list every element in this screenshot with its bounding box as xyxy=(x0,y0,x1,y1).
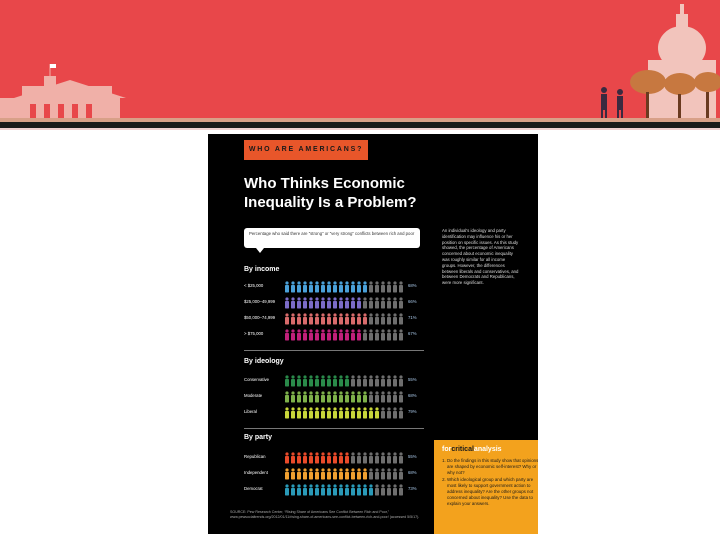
person-icon xyxy=(309,329,313,340)
person-icon-row xyxy=(284,375,404,387)
person-icon xyxy=(375,407,379,418)
person-icon xyxy=(285,452,289,463)
person-icon xyxy=(363,375,367,386)
person-icon xyxy=(399,407,403,418)
header-banner xyxy=(0,0,720,122)
person-icon xyxy=(375,484,379,495)
person-icon xyxy=(297,407,301,418)
person-icon xyxy=(285,297,289,308)
person-icon-row xyxy=(284,484,404,496)
row-label: Democrat xyxy=(244,486,263,491)
person-icon xyxy=(357,281,361,292)
person-icon xyxy=(345,313,349,324)
figure-row xyxy=(284,467,404,479)
person-icon xyxy=(285,375,289,386)
infographic-slide xyxy=(208,134,538,534)
section-divider xyxy=(244,350,424,351)
person-icon xyxy=(357,484,361,495)
person-icon xyxy=(291,297,295,308)
person-icon xyxy=(303,391,307,402)
person-icon xyxy=(351,468,355,479)
person-icon xyxy=(309,468,313,479)
person-icon xyxy=(351,407,355,418)
person-icon xyxy=(381,391,385,402)
person-icon xyxy=(369,468,373,479)
person-icon xyxy=(297,329,301,340)
person-icon xyxy=(345,407,349,418)
person-icon xyxy=(369,407,373,418)
person-icon xyxy=(339,391,343,402)
person-icon xyxy=(291,313,295,324)
person-icon xyxy=(375,375,379,386)
person-icon xyxy=(393,375,397,386)
person-icon xyxy=(345,452,349,463)
figure-row xyxy=(284,451,404,463)
person-icon xyxy=(303,313,307,324)
person-icon xyxy=(375,468,379,479)
person-icon xyxy=(321,297,325,308)
person-icon xyxy=(285,407,289,418)
person-icon xyxy=(297,313,301,324)
row-label: $50,000–74,999 xyxy=(244,315,276,320)
person-icon-row xyxy=(284,468,404,480)
person-icon xyxy=(309,391,313,402)
row-label: Moderate xyxy=(244,393,263,398)
critical-analysis-heading xyxy=(442,446,502,453)
person-icon xyxy=(393,281,397,292)
person-icon xyxy=(297,452,301,463)
person-icon xyxy=(381,329,385,340)
person-icon xyxy=(381,313,385,324)
row-label: < $25,000 xyxy=(244,283,264,288)
person-icon xyxy=(375,329,379,340)
person-icon xyxy=(339,297,343,308)
person-icon xyxy=(321,452,325,463)
person-icon xyxy=(345,375,349,386)
person-icon xyxy=(369,297,373,308)
person-icon xyxy=(321,484,325,495)
person-icon xyxy=(297,391,301,402)
person-icon xyxy=(357,391,361,402)
person-icon xyxy=(363,297,367,308)
person-icon xyxy=(291,391,295,402)
person-icon xyxy=(315,297,319,308)
person-icon xyxy=(285,313,289,324)
person-icon xyxy=(369,452,373,463)
person-icon-row xyxy=(284,407,404,419)
person-icon xyxy=(327,297,331,308)
person-icon xyxy=(363,391,367,402)
person-icon xyxy=(399,468,403,479)
person-icon xyxy=(399,281,403,292)
person-icon xyxy=(375,391,379,402)
person-icon xyxy=(351,329,355,340)
person-icon xyxy=(387,452,391,463)
person-icon xyxy=(375,313,379,324)
person-icon xyxy=(357,407,361,418)
person-icon xyxy=(303,329,307,340)
person-icon xyxy=(291,468,295,479)
person-icon xyxy=(321,329,325,340)
row-label: Liberal xyxy=(244,409,257,414)
person-icon xyxy=(321,281,325,292)
infographic-title xyxy=(244,174,474,212)
row-percent: 55% xyxy=(408,377,417,382)
person-icon xyxy=(315,329,319,340)
person-icon xyxy=(285,281,289,292)
person-icon xyxy=(399,297,403,308)
person-icon xyxy=(285,484,289,495)
person-icon xyxy=(393,407,397,418)
person-icon xyxy=(291,452,295,463)
question-bubble: Percentage who said there are “strong” or “very strong” conflicts between rich and poor xyxy=(244,228,420,248)
person-icon xyxy=(375,297,379,308)
person-icon xyxy=(321,468,325,479)
person-icon xyxy=(381,407,385,418)
person-icon xyxy=(369,281,373,292)
person-icon xyxy=(351,452,355,463)
title-line-2: Inequality Is a Problem? xyxy=(244,194,417,211)
person-icon xyxy=(285,468,289,479)
person-icon xyxy=(327,452,331,463)
row-percent: 55% xyxy=(408,454,417,459)
figure-row xyxy=(284,374,404,386)
person-icon xyxy=(303,407,307,418)
heading-critical: critical xyxy=(451,446,474,453)
person-icon xyxy=(357,297,361,308)
person-icon xyxy=(321,391,325,402)
person-icon xyxy=(309,281,313,292)
person-icon xyxy=(321,375,325,386)
person-icon xyxy=(369,484,373,495)
person-icon xyxy=(315,407,319,418)
person-icon xyxy=(327,484,331,495)
person-icon xyxy=(297,375,301,386)
person-icon xyxy=(327,391,331,402)
person-icon-row xyxy=(284,297,404,309)
person-icon-row xyxy=(284,452,404,464)
person-icon xyxy=(291,375,295,386)
row-percent: 79% xyxy=(408,409,417,414)
person-icon xyxy=(351,313,355,324)
person-icon xyxy=(327,407,331,418)
figure-row xyxy=(284,296,404,308)
person-icon xyxy=(357,468,361,479)
person-icon xyxy=(387,281,391,292)
figure-row xyxy=(284,280,404,292)
person-icon xyxy=(363,313,367,324)
row-label: Republican xyxy=(244,454,266,459)
section-heading-income: By income xyxy=(244,266,280,273)
person-icon xyxy=(333,281,337,292)
person-icon xyxy=(399,391,403,402)
critical-analysis-questions xyxy=(440,458,538,508)
person-icon xyxy=(351,484,355,495)
person-icon xyxy=(297,297,301,308)
person-icon xyxy=(345,297,349,308)
person-icon xyxy=(309,407,313,418)
person-icon xyxy=(363,468,367,479)
person-icon xyxy=(327,329,331,340)
section-heading-ideology: By ideology xyxy=(244,358,284,365)
person-icon xyxy=(303,468,307,479)
person-icon xyxy=(333,329,337,340)
person-icon xyxy=(309,297,313,308)
person-icon xyxy=(345,391,349,402)
person-icon xyxy=(351,375,355,386)
person-icon xyxy=(333,452,337,463)
person-icon xyxy=(291,329,295,340)
person-icon xyxy=(345,484,349,495)
row-percent: 68% xyxy=(408,470,417,475)
person-icon xyxy=(393,297,397,308)
figure-row xyxy=(284,406,404,418)
person-icon xyxy=(369,391,373,402)
person-icon xyxy=(381,452,385,463)
person-icon xyxy=(381,468,385,479)
person-icon xyxy=(303,281,307,292)
person-icon xyxy=(303,484,307,495)
person-icon xyxy=(399,313,403,324)
person-icon xyxy=(321,313,325,324)
person-icon xyxy=(333,468,337,479)
person-icon xyxy=(363,407,367,418)
person-icon xyxy=(363,281,367,292)
figure-row xyxy=(284,328,404,340)
person-icon xyxy=(303,375,307,386)
side-explanation: An individual's ideology and party identification may influence his or her position on specific issues. As this study showed, the percentage of Americans concerned about economic inequality was roughly similar for all income groups. However, the differences between liberals and conservatives, and between Democrats and Republicans, were more significant. xyxy=(442,228,519,286)
row-label: Conservative xyxy=(244,377,270,382)
person-icon xyxy=(381,375,385,386)
person-icon-row xyxy=(284,329,404,341)
person-icon xyxy=(351,281,355,292)
person-icon xyxy=(327,468,331,479)
person-icon xyxy=(387,313,391,324)
person-icon xyxy=(387,329,391,340)
person-icon xyxy=(393,468,397,479)
person-icon xyxy=(399,484,403,495)
person-icon xyxy=(369,375,373,386)
person-icon xyxy=(345,468,349,479)
person-icon xyxy=(309,452,313,463)
person-icon xyxy=(363,484,367,495)
person-icon xyxy=(333,391,337,402)
heading-for: for xyxy=(442,446,452,453)
section-divider xyxy=(244,428,424,429)
person-icon xyxy=(387,297,391,308)
person-icon xyxy=(285,329,289,340)
row-percent: 68% xyxy=(408,283,417,288)
banner-divider-light xyxy=(0,128,720,130)
person-icon xyxy=(333,313,337,324)
person-icon xyxy=(357,313,361,324)
person-icon xyxy=(393,391,397,402)
person-icon xyxy=(339,329,343,340)
person-icon xyxy=(399,375,403,386)
person-icon xyxy=(375,452,379,463)
source-note: SOURCE: Pew Research Center, “Rising Share of Americans See Conflict Between Rich and Poor,” www.pewsocialtrends.org/2012/01/11/rising-share-of-americans-see-conflict-between-rich-and-poor/ (accessed 5/5/17). xyxy=(230,510,420,519)
person-icon xyxy=(351,391,355,402)
figure-row xyxy=(284,483,404,495)
person-icon xyxy=(339,281,343,292)
banner-illustration xyxy=(0,0,720,122)
person-icon xyxy=(339,407,343,418)
person-icon xyxy=(351,297,355,308)
person-icon xyxy=(393,329,397,340)
question-item: 1. Do the findings in this study show that opinions are shaped by economic self-interest? Why or why not? xyxy=(447,458,538,475)
person-icon xyxy=(345,329,349,340)
person-icon xyxy=(393,484,397,495)
person-icon xyxy=(297,281,301,292)
row-label: > $75,000 xyxy=(244,331,264,336)
person-icon-row xyxy=(284,313,404,325)
person-icon xyxy=(333,375,337,386)
person-icon xyxy=(315,391,319,402)
person-icon xyxy=(309,484,313,495)
row-percent: 71% xyxy=(408,315,417,320)
figure-row xyxy=(284,312,404,324)
person-icon xyxy=(357,452,361,463)
person-icon xyxy=(363,452,367,463)
person-icon xyxy=(291,407,295,418)
person-icon xyxy=(315,452,319,463)
person-icon xyxy=(387,407,391,418)
person-icon xyxy=(387,375,391,386)
person-icon xyxy=(381,281,385,292)
person-icon xyxy=(303,297,307,308)
section-heading-party: By party xyxy=(244,434,273,441)
person-icon xyxy=(345,281,349,292)
person-icon xyxy=(387,468,391,479)
person-icon xyxy=(285,391,289,402)
person-icon xyxy=(297,468,301,479)
person-icon xyxy=(339,484,343,495)
heading-analysis: analysis xyxy=(473,446,502,453)
person-icon xyxy=(327,375,331,386)
person-icon xyxy=(357,375,361,386)
person-icon-row xyxy=(284,281,404,293)
person-icon xyxy=(327,313,331,324)
row-percent: 68% xyxy=(408,393,417,398)
person-icon xyxy=(339,375,343,386)
row-percent: 66% xyxy=(408,299,417,304)
row-percent: 67% xyxy=(408,331,417,336)
person-icon xyxy=(399,452,403,463)
person-icon xyxy=(339,313,343,324)
person-icon xyxy=(315,375,319,386)
person-icon xyxy=(333,297,337,308)
section-tag: WHO ARE AMERICANS? xyxy=(244,140,368,160)
person-icon xyxy=(321,407,325,418)
person-icon xyxy=(291,281,295,292)
title-line-1: Who Thinks Economic xyxy=(244,175,405,192)
person-icon xyxy=(303,452,307,463)
person-icon xyxy=(393,313,397,324)
row-label: $25,000–49,999 xyxy=(244,299,276,304)
person-icon xyxy=(375,281,379,292)
person-icon-row xyxy=(284,391,404,403)
person-icon xyxy=(315,484,319,495)
question-item: 2. Which ideological group and which party are most likely to support government action to address inequality? Are the other groups not concerned about inequality? Use the data to explain your answers. xyxy=(447,477,538,506)
person-icon xyxy=(339,468,343,479)
person-icon xyxy=(363,329,367,340)
person-icon xyxy=(309,375,313,386)
person-icon xyxy=(315,468,319,479)
person-icon xyxy=(369,313,373,324)
person-icon xyxy=(339,452,343,463)
person-icon xyxy=(387,391,391,402)
person-icon xyxy=(333,407,337,418)
person-icon xyxy=(381,297,385,308)
row-label: Independent xyxy=(244,470,268,475)
person-icon xyxy=(315,281,319,292)
person-icon xyxy=(315,313,319,324)
person-icon xyxy=(327,281,331,292)
row-percent: 73% xyxy=(408,486,417,491)
person-icon xyxy=(393,452,397,463)
person-icon xyxy=(309,313,313,324)
person-icon xyxy=(387,484,391,495)
person-icon xyxy=(291,484,295,495)
person-icon xyxy=(333,484,337,495)
critical-analysis-box xyxy=(434,440,538,534)
person-icon xyxy=(369,329,373,340)
person-icon xyxy=(399,329,403,340)
figure-row xyxy=(284,390,404,402)
person-icon xyxy=(297,484,301,495)
person-icon xyxy=(357,329,361,340)
person-icon xyxy=(381,484,385,495)
